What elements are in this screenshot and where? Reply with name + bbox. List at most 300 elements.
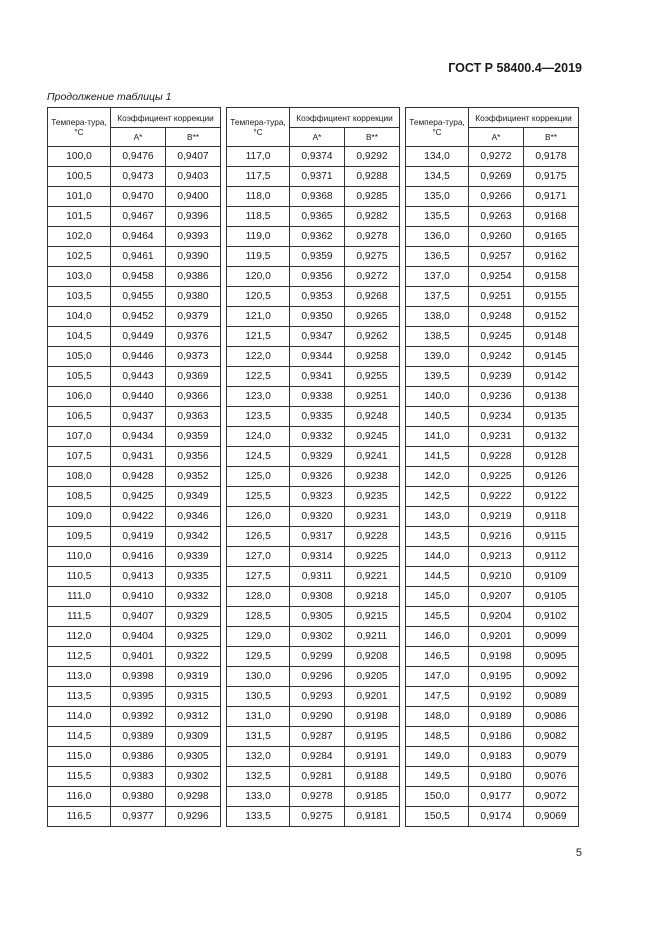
coefficient-b-cell: 0,9352 xyxy=(166,467,221,487)
coefficient-a-cell: 0,9326 xyxy=(290,467,345,487)
coefficient-b-cell: 0,9105 xyxy=(524,587,579,607)
temperature-cell: 146,5 xyxy=(406,647,469,667)
coefficient-b-cell: 0,9178 xyxy=(524,147,579,167)
coefficient-a-cell: 0,9335 xyxy=(290,407,345,427)
table-row xyxy=(227,587,400,607)
coefficient-b-cell: 0,9128 xyxy=(524,447,579,467)
coefficient-a-cell: 0,9422 xyxy=(111,507,166,527)
temperature-cell: 115,5 xyxy=(48,767,111,787)
table-row xyxy=(406,787,579,807)
coefficient-b-cell: 0,9126 xyxy=(524,467,579,487)
temperature-cell: 117,0 xyxy=(227,147,290,167)
coefficient-a-cell: 0,9234 xyxy=(469,407,524,427)
table-row xyxy=(227,687,400,707)
coefficient-b-cell: 0,9349 xyxy=(166,487,221,507)
coefficient-a-cell: 0,9311 xyxy=(290,567,345,587)
coefficient-b-cell: 0,9138 xyxy=(524,387,579,407)
coefficient-b-cell: 0,9215 xyxy=(345,607,400,627)
coefficient-b-cell: 0,9359 xyxy=(166,427,221,447)
coefficient-b-cell: 0,9205 xyxy=(345,667,400,687)
temperature-cell: 121,0 xyxy=(227,307,290,327)
temperature-cell: 137,0 xyxy=(406,267,469,287)
table-row xyxy=(227,607,400,627)
coefficient-a-header: A* xyxy=(111,128,166,147)
coefficient-a-cell: 0,9350 xyxy=(290,307,345,327)
temperature-cell: 132,0 xyxy=(227,747,290,767)
coefficient-b-cell: 0,9102 xyxy=(524,607,579,627)
temperature-cell: 140,0 xyxy=(406,387,469,407)
table-row xyxy=(227,147,400,167)
table-row xyxy=(406,427,579,447)
coefficient-b-cell: 0,9092 xyxy=(524,667,579,687)
temperature-cell: 134,0 xyxy=(406,147,469,167)
temperature-cell: 146,0 xyxy=(406,627,469,647)
table-row xyxy=(48,747,221,767)
coefficient-a-header: A* xyxy=(290,128,345,147)
temperature-cell: 136,5 xyxy=(406,247,469,267)
coefficient-b-cell: 0,9262 xyxy=(345,327,400,347)
coefficient-a-cell: 0,9305 xyxy=(290,607,345,627)
coefficient-b-cell: 0,9198 xyxy=(345,707,400,727)
coefficient-b-cell: 0,9089 xyxy=(524,687,579,707)
temperature-cell: 126,0 xyxy=(227,507,290,527)
table-row xyxy=(227,307,400,327)
coefficient-b-cell: 0,9069 xyxy=(524,807,579,827)
coefficient-a-cell: 0,9204 xyxy=(469,607,524,627)
temperature-cell: 116,0 xyxy=(48,787,111,807)
coefficient-b-cell: 0,9208 xyxy=(345,647,400,667)
coefficient-a-cell: 0,9410 xyxy=(111,587,166,607)
table-row xyxy=(406,387,579,407)
temperature-cell: 129,0 xyxy=(227,627,290,647)
coefficient-b-cell: 0,9329 xyxy=(166,607,221,627)
temperature-cell: 103,5 xyxy=(48,287,111,307)
table-row xyxy=(48,707,221,727)
temperature-cell: 124,0 xyxy=(227,427,290,447)
coefficient-b-cell: 0,9181 xyxy=(345,807,400,827)
coefficient-b-cell: 0,9332 xyxy=(166,587,221,607)
temperature-cell: 114,5 xyxy=(48,727,111,747)
coefficient-b-cell: 0,9109 xyxy=(524,567,579,587)
table-row xyxy=(48,487,221,507)
temperature-cell: 127,5 xyxy=(227,567,290,587)
temperature-cell: 145,5 xyxy=(406,607,469,627)
coefficient-b-cell: 0,9363 xyxy=(166,407,221,427)
coefficient-a-cell: 0,9416 xyxy=(111,547,166,567)
coefficient-b-cell: 0,9221 xyxy=(345,567,400,587)
table-body xyxy=(48,147,221,827)
table-row xyxy=(48,647,221,667)
coefficient-a-cell: 0,9419 xyxy=(111,527,166,547)
temperature-cell: 115,0 xyxy=(48,747,111,767)
coefficient-b-cell: 0,9188 xyxy=(345,767,400,787)
coefficient-b-cell: 0,9238 xyxy=(345,467,400,487)
coefficient-b-cell: 0,9356 xyxy=(166,447,221,467)
temperature-cell: 120,5 xyxy=(227,287,290,307)
coefficient-b-cell: 0,9099 xyxy=(524,627,579,647)
coefficient-b-cell: 0,9407 xyxy=(166,147,221,167)
temperature-cell: 118,5 xyxy=(227,207,290,227)
temperature-header: Темпера-тура, °С xyxy=(48,108,111,147)
table-row xyxy=(406,487,579,507)
coefficient-a-cell: 0,9392 xyxy=(111,707,166,727)
table-row xyxy=(227,647,400,667)
coefficient-a-cell: 0,9341 xyxy=(290,367,345,387)
table-caption: Продолжение таблицы 1 xyxy=(47,91,172,103)
temperature-cell: 139,5 xyxy=(406,367,469,387)
temperature-cell: 119,0 xyxy=(227,227,290,247)
coefficient-a-cell: 0,9210 xyxy=(469,567,524,587)
coefficient-a-cell: 0,9207 xyxy=(469,587,524,607)
temperature-cell: 113,5 xyxy=(48,687,111,707)
coefficient-b-cell: 0,9265 xyxy=(345,307,400,327)
table-row xyxy=(227,707,400,727)
coefficient-a-cell: 0,9347 xyxy=(290,327,345,347)
temperature-cell: 101,0 xyxy=(48,187,111,207)
coefficient-b-cell: 0,9400 xyxy=(166,187,221,207)
coefficient-b-header: B** xyxy=(524,128,579,147)
coefficient-b-cell: 0,9255 xyxy=(345,367,400,387)
temperature-cell: 133,0 xyxy=(227,787,290,807)
table-row xyxy=(406,627,579,647)
temperature-cell: 145,0 xyxy=(406,587,469,607)
table-row xyxy=(406,707,579,727)
coefficient-b-cell: 0,9315 xyxy=(166,687,221,707)
temperature-cell: 109,5 xyxy=(48,527,111,547)
table-row xyxy=(48,667,221,687)
table-row xyxy=(406,407,579,427)
coefficient-a-cell: 0,9225 xyxy=(469,467,524,487)
coefficient-a-cell: 0,9213 xyxy=(469,547,524,567)
coefficient-a-cell: 0,9323 xyxy=(290,487,345,507)
temperature-cell: 119,5 xyxy=(227,247,290,267)
table-row xyxy=(48,447,221,467)
temperature-cell: 116,5 xyxy=(48,807,111,827)
coefficient-a-cell: 0,9242 xyxy=(469,347,524,367)
temperature-cell: 144,0 xyxy=(406,547,469,567)
table-row xyxy=(227,167,400,187)
temperature-cell: 104,0 xyxy=(48,307,111,327)
temperature-cell: 148,5 xyxy=(406,727,469,747)
table-row xyxy=(48,627,221,647)
temperature-cell: 101,5 xyxy=(48,207,111,227)
coefficient-b-cell: 0,9342 xyxy=(166,527,221,547)
temperature-cell: 102,5 xyxy=(48,247,111,267)
coefficient-a-cell: 0,9401 xyxy=(111,647,166,667)
coefficient-b-cell: 0,9282 xyxy=(345,207,400,227)
coefficient-a-cell: 0,9461 xyxy=(111,247,166,267)
coefficient-a-cell: 0,9180 xyxy=(469,767,524,787)
coefficient-a-cell: 0,9290 xyxy=(290,707,345,727)
coefficient-b-cell: 0,9079 xyxy=(524,747,579,767)
coefficient-a-cell: 0,9434 xyxy=(111,427,166,447)
coefficient-b-cell: 0,9298 xyxy=(166,787,221,807)
coefficient-a-cell: 0,9446 xyxy=(111,347,166,367)
coefficient-b-cell: 0,9158 xyxy=(524,267,579,287)
coefficient-b-cell: 0,9211 xyxy=(345,627,400,647)
table-row xyxy=(48,187,221,207)
table-row xyxy=(227,727,400,747)
coefficient-b-cell: 0,9258 xyxy=(345,347,400,367)
table-row xyxy=(48,467,221,487)
coefficient-a-cell: 0,9222 xyxy=(469,487,524,507)
coefficient-a-cell: 0,9425 xyxy=(111,487,166,507)
coefficient-b-cell: 0,9148 xyxy=(524,327,579,347)
table-row xyxy=(406,727,579,747)
table-row xyxy=(48,427,221,447)
table-row xyxy=(406,147,579,167)
coefficient-b-cell: 0,9309 xyxy=(166,727,221,747)
temperature-cell: 143,0 xyxy=(406,507,469,527)
table-row xyxy=(227,327,400,347)
table-row xyxy=(406,227,579,247)
coefficient-b-cell: 0,9393 xyxy=(166,227,221,247)
table-row xyxy=(48,807,221,827)
temperature-cell: 105,5 xyxy=(48,367,111,387)
table-row xyxy=(48,507,221,527)
coefficient-a-cell: 0,9476 xyxy=(111,147,166,167)
coefficient-b-cell: 0,9191 xyxy=(345,747,400,767)
coefficient-a-cell: 0,9263 xyxy=(469,207,524,227)
coefficient-a-cell: 0,9362 xyxy=(290,227,345,247)
temperature-cell: 123,5 xyxy=(227,407,290,427)
temperature-cell: 128,5 xyxy=(227,607,290,627)
coefficient-a-cell: 0,9338 xyxy=(290,387,345,407)
temperature-cell: 129,5 xyxy=(227,647,290,667)
coefficient-a-cell: 0,9245 xyxy=(469,327,524,347)
table-row xyxy=(227,667,400,687)
coefficient-b-cell: 0,9155 xyxy=(524,287,579,307)
coefficient-a-cell: 0,9296 xyxy=(290,667,345,687)
table-row xyxy=(48,407,221,427)
temperature-header: Темпера-тура, °С xyxy=(227,108,290,147)
table-row xyxy=(48,267,221,287)
table-row xyxy=(406,507,579,527)
temperature-cell: 141,0 xyxy=(406,427,469,447)
coefficient-a-cell: 0,9308 xyxy=(290,587,345,607)
temperature-cell: 112,5 xyxy=(48,647,111,667)
temperature-cell: 104,5 xyxy=(48,327,111,347)
temperature-cell: 150,0 xyxy=(406,787,469,807)
coefficient-b-cell: 0,9288 xyxy=(345,167,400,187)
coefficient-b-cell: 0,9302 xyxy=(166,767,221,787)
coefficient-a-cell: 0,9183 xyxy=(469,747,524,767)
coefficient-b-cell: 0,9292 xyxy=(345,147,400,167)
table-row xyxy=(227,747,400,767)
table-row xyxy=(48,287,221,307)
temperature-cell: 110,5 xyxy=(48,567,111,587)
coefficient-a-cell: 0,9201 xyxy=(469,627,524,647)
table-row xyxy=(406,467,579,487)
coefficient-a-cell: 0,9186 xyxy=(469,727,524,747)
coefficient-a-cell: 0,9344 xyxy=(290,347,345,367)
table-row xyxy=(406,267,579,287)
temperature-cell: 125,0 xyxy=(227,467,290,487)
temperature-cell: 112,0 xyxy=(48,627,111,647)
table-row xyxy=(48,387,221,407)
table-row xyxy=(406,327,579,347)
coefficient-a-cell: 0,9284 xyxy=(290,747,345,767)
coefficient-b-cell: 0,9168 xyxy=(524,207,579,227)
temperature-cell: 107,5 xyxy=(48,447,111,467)
coefficient-a-cell: 0,9266 xyxy=(469,187,524,207)
coefficient-a-cell: 0,9458 xyxy=(111,267,166,287)
temperature-cell: 125,5 xyxy=(227,487,290,507)
temperature-cell: 138,0 xyxy=(406,307,469,327)
coefficient-a-cell: 0,9452 xyxy=(111,307,166,327)
table-row xyxy=(227,447,400,467)
coefficient-b-cell: 0,9195 xyxy=(345,727,400,747)
coefficient-b-cell: 0,9201 xyxy=(345,687,400,707)
coefficient-b-cell: 0,9132 xyxy=(524,427,579,447)
coefficient-a-cell: 0,9443 xyxy=(111,367,166,387)
coefficient-b-cell: 0,9235 xyxy=(345,487,400,507)
table-row xyxy=(227,227,400,247)
page-number: 5 xyxy=(575,847,582,859)
coefficient-a-cell: 0,9473 xyxy=(111,167,166,187)
coefficient-a-cell: 0,9281 xyxy=(290,767,345,787)
table-row xyxy=(227,287,400,307)
temperature-cell: 138,5 xyxy=(406,327,469,347)
table-row xyxy=(227,487,400,507)
temperature-cell: 122,0 xyxy=(227,347,290,367)
temperature-cell: 126,5 xyxy=(227,527,290,547)
temperature-cell: 136,0 xyxy=(406,227,469,247)
temperature-cell: 111,5 xyxy=(48,607,111,627)
table-row xyxy=(227,807,400,827)
temperature-header: Темпера-тура, °С xyxy=(406,108,469,147)
coefficient-a-cell: 0,9380 xyxy=(111,787,166,807)
temperature-cell: 122,5 xyxy=(227,367,290,387)
temperature-cell: 103,0 xyxy=(48,267,111,287)
coefficient-a-cell: 0,9251 xyxy=(469,287,524,307)
coefficient-a-cell: 0,9356 xyxy=(290,267,345,287)
table-row xyxy=(227,467,400,487)
table-row xyxy=(227,267,400,287)
table-row xyxy=(406,527,579,547)
table-row xyxy=(406,807,579,827)
coefficient-b-header: B** xyxy=(166,128,221,147)
table-row xyxy=(227,367,400,387)
document-code: ГОСТ Р 58400.4—2019 xyxy=(448,61,582,75)
coefficient-a-cell: 0,9278 xyxy=(290,787,345,807)
temperature-cell: 111,0 xyxy=(48,587,111,607)
coefficient-a-cell: 0,9431 xyxy=(111,447,166,467)
coefficient-a-cell: 0,9302 xyxy=(290,627,345,647)
table-row xyxy=(48,147,221,167)
coefficient-b-cell: 0,9082 xyxy=(524,727,579,747)
temperature-cell: 100,0 xyxy=(48,147,111,167)
table-row xyxy=(48,367,221,387)
coefficient-a-cell: 0,9353 xyxy=(290,287,345,307)
coefficient-b-cell: 0,9369 xyxy=(166,367,221,387)
coefficient-b-cell: 0,9171 xyxy=(524,187,579,207)
coefficient-a-cell: 0,9231 xyxy=(469,427,524,447)
temperature-cell: 147,0 xyxy=(406,667,469,687)
temperature-cell: 108,0 xyxy=(48,467,111,487)
table-row xyxy=(227,567,400,587)
coefficient-a-cell: 0,9467 xyxy=(111,207,166,227)
temperature-cell: 143,5 xyxy=(406,527,469,547)
table-row xyxy=(406,667,579,687)
table-row xyxy=(406,747,579,767)
table-row xyxy=(48,227,221,247)
table-row xyxy=(48,167,221,187)
coefficient-b-cell: 0,9135 xyxy=(524,407,579,427)
coefficient-a-cell: 0,9449 xyxy=(111,327,166,347)
temperature-cell: 109,0 xyxy=(48,507,111,527)
coefficient-b-cell: 0,9346 xyxy=(166,507,221,527)
table-row xyxy=(48,307,221,327)
coefficient-a-cell: 0,9287 xyxy=(290,727,345,747)
table-row xyxy=(406,767,579,787)
table-row xyxy=(48,567,221,587)
coefficient-a-cell: 0,9377 xyxy=(111,807,166,827)
coefficient-b-cell: 0,9086 xyxy=(524,707,579,727)
coefficient-b-cell: 0,9241 xyxy=(345,447,400,467)
coefficient-b-cell: 0,9380 xyxy=(166,287,221,307)
coefficient-b-cell: 0,9225 xyxy=(345,547,400,567)
coefficient-a-cell: 0,9329 xyxy=(290,447,345,467)
coefficient-b-cell: 0,9285 xyxy=(345,187,400,207)
coefficient-a-cell: 0,9413 xyxy=(111,567,166,587)
coefficient-b-cell: 0,9339 xyxy=(166,547,221,567)
coefficient-b-cell: 0,9072 xyxy=(524,787,579,807)
coefficient-a-cell: 0,9198 xyxy=(469,647,524,667)
table-row xyxy=(406,287,579,307)
coefficient-a-cell: 0,9314 xyxy=(290,547,345,567)
temperature-cell: 148,0 xyxy=(406,707,469,727)
coefficient-b-cell: 0,9162 xyxy=(524,247,579,267)
coefficient-b-cell: 0,9095 xyxy=(524,647,579,667)
coefficient-b-cell: 0,9322 xyxy=(166,647,221,667)
coefficient-b-cell: 0,9366 xyxy=(166,387,221,407)
coefficient-a-cell: 0,9395 xyxy=(111,687,166,707)
temperature-cell: 120,0 xyxy=(227,267,290,287)
coefficient-b-cell: 0,9278 xyxy=(345,227,400,247)
temperature-cell: 124,5 xyxy=(227,447,290,467)
coefficient-a-cell: 0,9219 xyxy=(469,507,524,527)
table-row xyxy=(48,327,221,347)
coefficient-a-cell: 0,9239 xyxy=(469,367,524,387)
table-row xyxy=(227,547,400,567)
coefficient-b-header: B** xyxy=(345,128,400,147)
correction-coefficient-header: Коэффициент коррекции xyxy=(111,108,221,128)
table-row xyxy=(227,787,400,807)
coefficient-a-cell: 0,9269 xyxy=(469,167,524,187)
coefficient-a-cell: 0,9317 xyxy=(290,527,345,547)
coefficient-b-cell: 0,9275 xyxy=(345,247,400,267)
temperature-cell: 142,0 xyxy=(406,467,469,487)
coefficient-b-cell: 0,9142 xyxy=(524,367,579,387)
coefficient-b-cell: 0,9185 xyxy=(345,787,400,807)
table-row xyxy=(406,687,579,707)
coefficient-b-cell: 0,9379 xyxy=(166,307,221,327)
temperature-cell: 144,5 xyxy=(406,567,469,587)
coefficient-b-cell: 0,9231 xyxy=(345,507,400,527)
coefficient-a-cell: 0,9320 xyxy=(290,507,345,527)
temperature-cell: 149,5 xyxy=(406,767,469,787)
coefficient-b-cell: 0,9248 xyxy=(345,407,400,427)
temperature-cell: 135,5 xyxy=(406,207,469,227)
table-body xyxy=(406,147,579,827)
temperature-cell: 105,0 xyxy=(48,347,111,367)
table-row xyxy=(406,607,579,627)
temperature-cell: 121,5 xyxy=(227,327,290,347)
coefficient-b-cell: 0,9228 xyxy=(345,527,400,547)
temperature-cell: 128,0 xyxy=(227,587,290,607)
coefficient-a-cell: 0,9365 xyxy=(290,207,345,227)
